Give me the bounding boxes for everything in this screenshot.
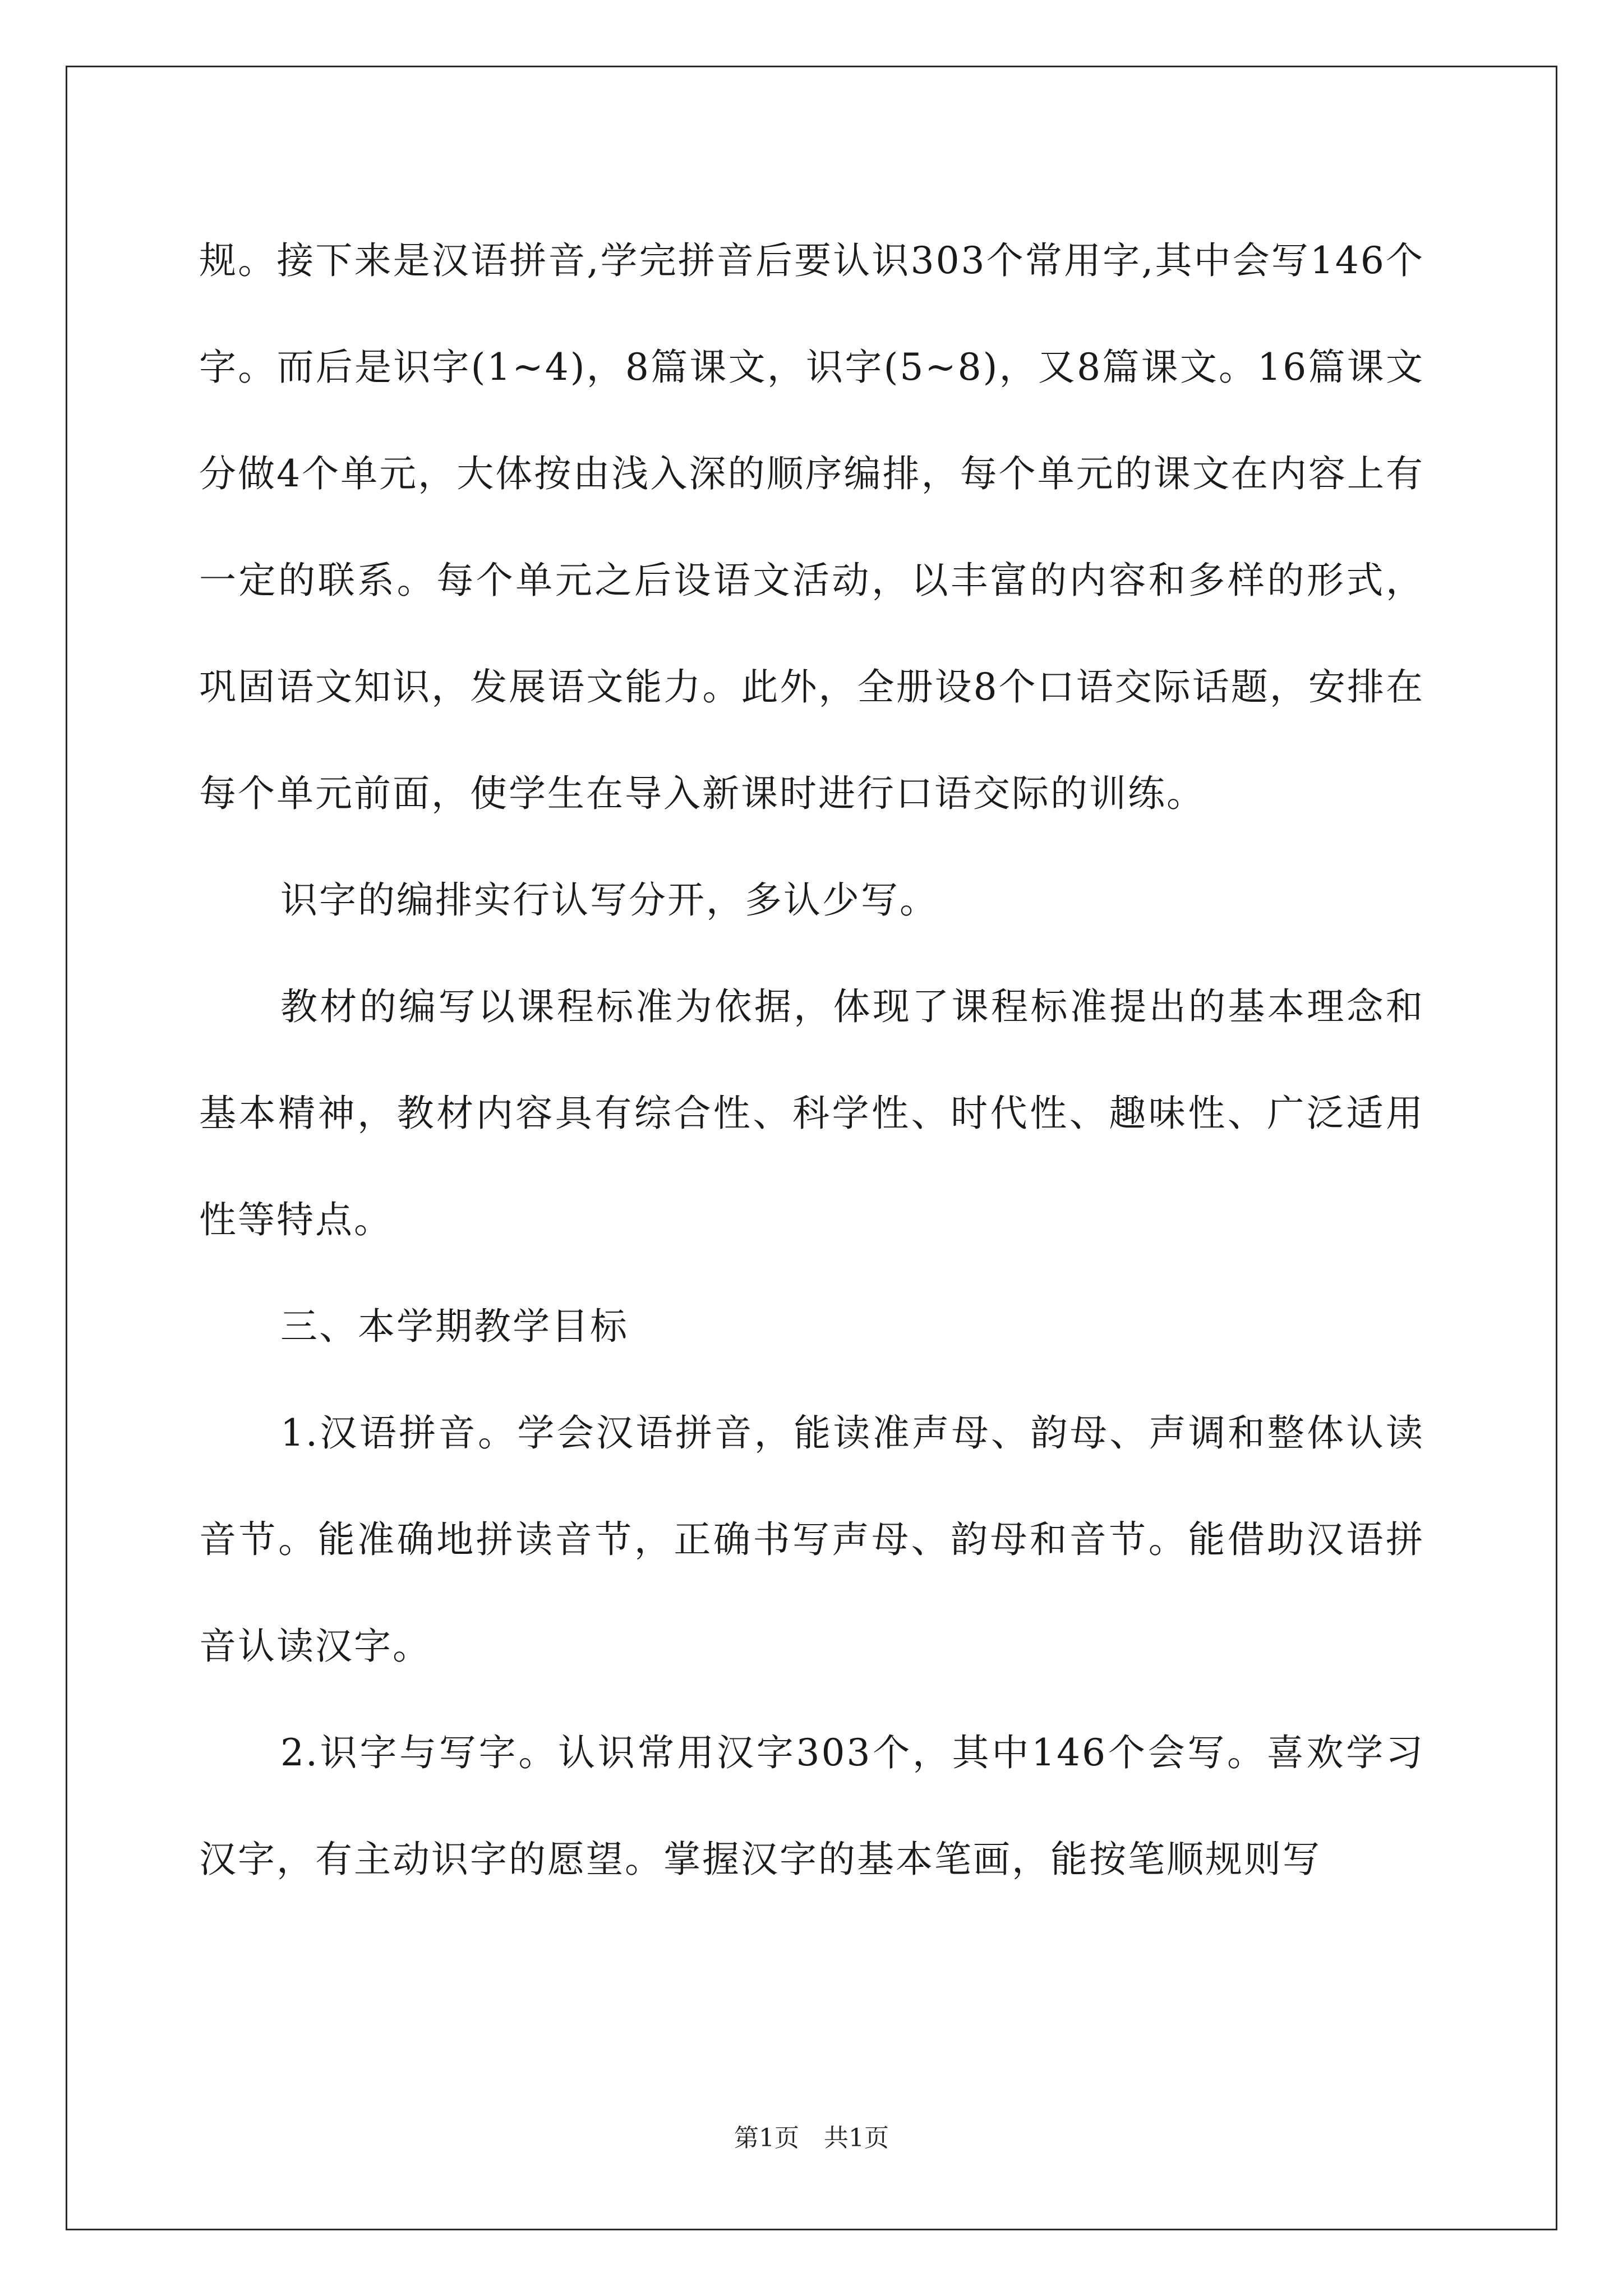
paragraph-textbook-features: 教材的编写以课程标准为依据，体现了课程标准提出的基本理念和基本精神，教材内容具有综合性、科学性、时代性、趣味性、广泛适用性等特点。: [199, 985, 1424, 1241]
paragraph-goal-literacy: 2.识字与写字。认识常用汉字303个，其中146个会写。喜欢学习汉字，有主动识字的愿望。掌握汉字的基本笔画，能按笔顺规则写: [199, 1731, 1424, 1881]
page-total: 共1页: [824, 2124, 889, 2152]
paragraph-literacy-arrangement: 识字的编排实行认写分开，多认少写。: [280, 878, 938, 922]
page-number: 第1页: [734, 2124, 799, 2152]
page-footer: [0, 2118, 1623, 2154]
paragraph-goal-pinyin: 1.汉语拼音。学会汉语拼音，能读准声母、韵母、声调和整体认读音节。能准确地拼读音节，正确书写声母、韵母和音节。能借助汉语拼音认读汉字。: [199, 1411, 1424, 1668]
paragraph-course-structure: 规。接下来是汉语拼音,学完拼音后要认识303个常用字,其中会写146个字。而后是识字(1~4)，8篇课文，识字(5~8)，又8篇课文。16篇课文分做4个单元，大体按由浅入深的顺序编排，每个单元的课文在内容上有一定的联系。每个单元之后设语文活动，以丰富的内容和多样的形式，巩固语文知识，发展语文能力。此外，全册设8个口语交际话题，安排在每个单元前面，使学生在导入新课时进行口语交际的训练。: [199, 239, 1424, 815]
document-body: [199, 208, 1424, 1913]
section-heading-goals: 三、本学期教学目标: [280, 1305, 629, 1348]
